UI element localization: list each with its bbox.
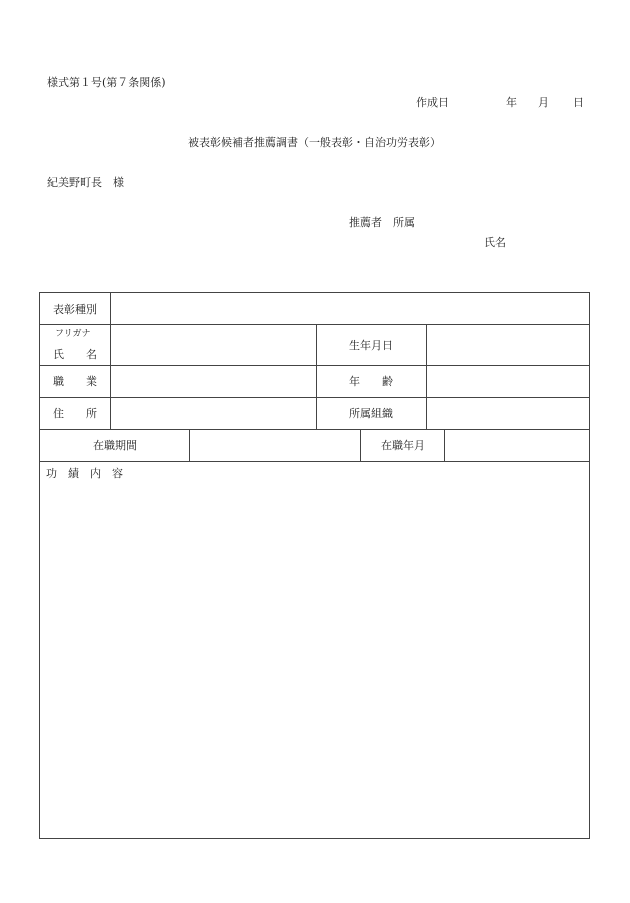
row-divider [40,461,589,462]
date-day-field[interactable]: 日 [573,96,584,109]
name-label: 氏 名 [53,348,97,361]
column-divider [316,324,317,429]
achievements-field[interactable] [40,483,589,838]
address-label: 住 所 [53,407,97,420]
date-month-field[interactable]: 月 [538,96,549,109]
tenure-period-field[interactable] [190,430,360,461]
recommendation-form-table [39,292,590,839]
age-field[interactable] [427,366,589,397]
addressee: 紀美野町長 様 [47,176,124,189]
birthdate-field[interactable] [427,325,589,365]
tenure-years-field[interactable] [445,430,589,461]
organization-label: 所属組織 [349,407,393,420]
date-label: 作成日 [416,96,449,109]
recommender-affiliation-label: 推薦者 所属 [349,216,415,229]
occupation-field[interactable] [111,366,316,397]
form-number: 様式第１号(第７条関係) [47,76,166,89]
date-year-field[interactable]: 年 [506,96,517,109]
award-type-field[interactable] [111,293,589,324]
address-field[interactable] [111,398,316,429]
achievements-label: 功 績 内 容 [46,467,123,480]
document-title: 被表彰候補者推薦調書（一般表彰・自治功労表彰） [188,136,441,149]
award-type-label: 表彰種別 [53,303,97,316]
tenure-years-label: 在職年月 [381,439,425,452]
furigana-label: フリガナ [55,329,91,339]
recommender-name-label: 氏名 [484,236,506,249]
organization-field[interactable] [427,398,589,429]
tenure-period-label: 在職期間 [93,439,137,452]
name-field[interactable] [111,325,316,365]
occupation-label: 職 業 [53,375,97,388]
column-divider [360,429,361,461]
age-label: 年 齢 [349,375,393,388]
birthdate-label: 生年月日 [349,339,393,352]
